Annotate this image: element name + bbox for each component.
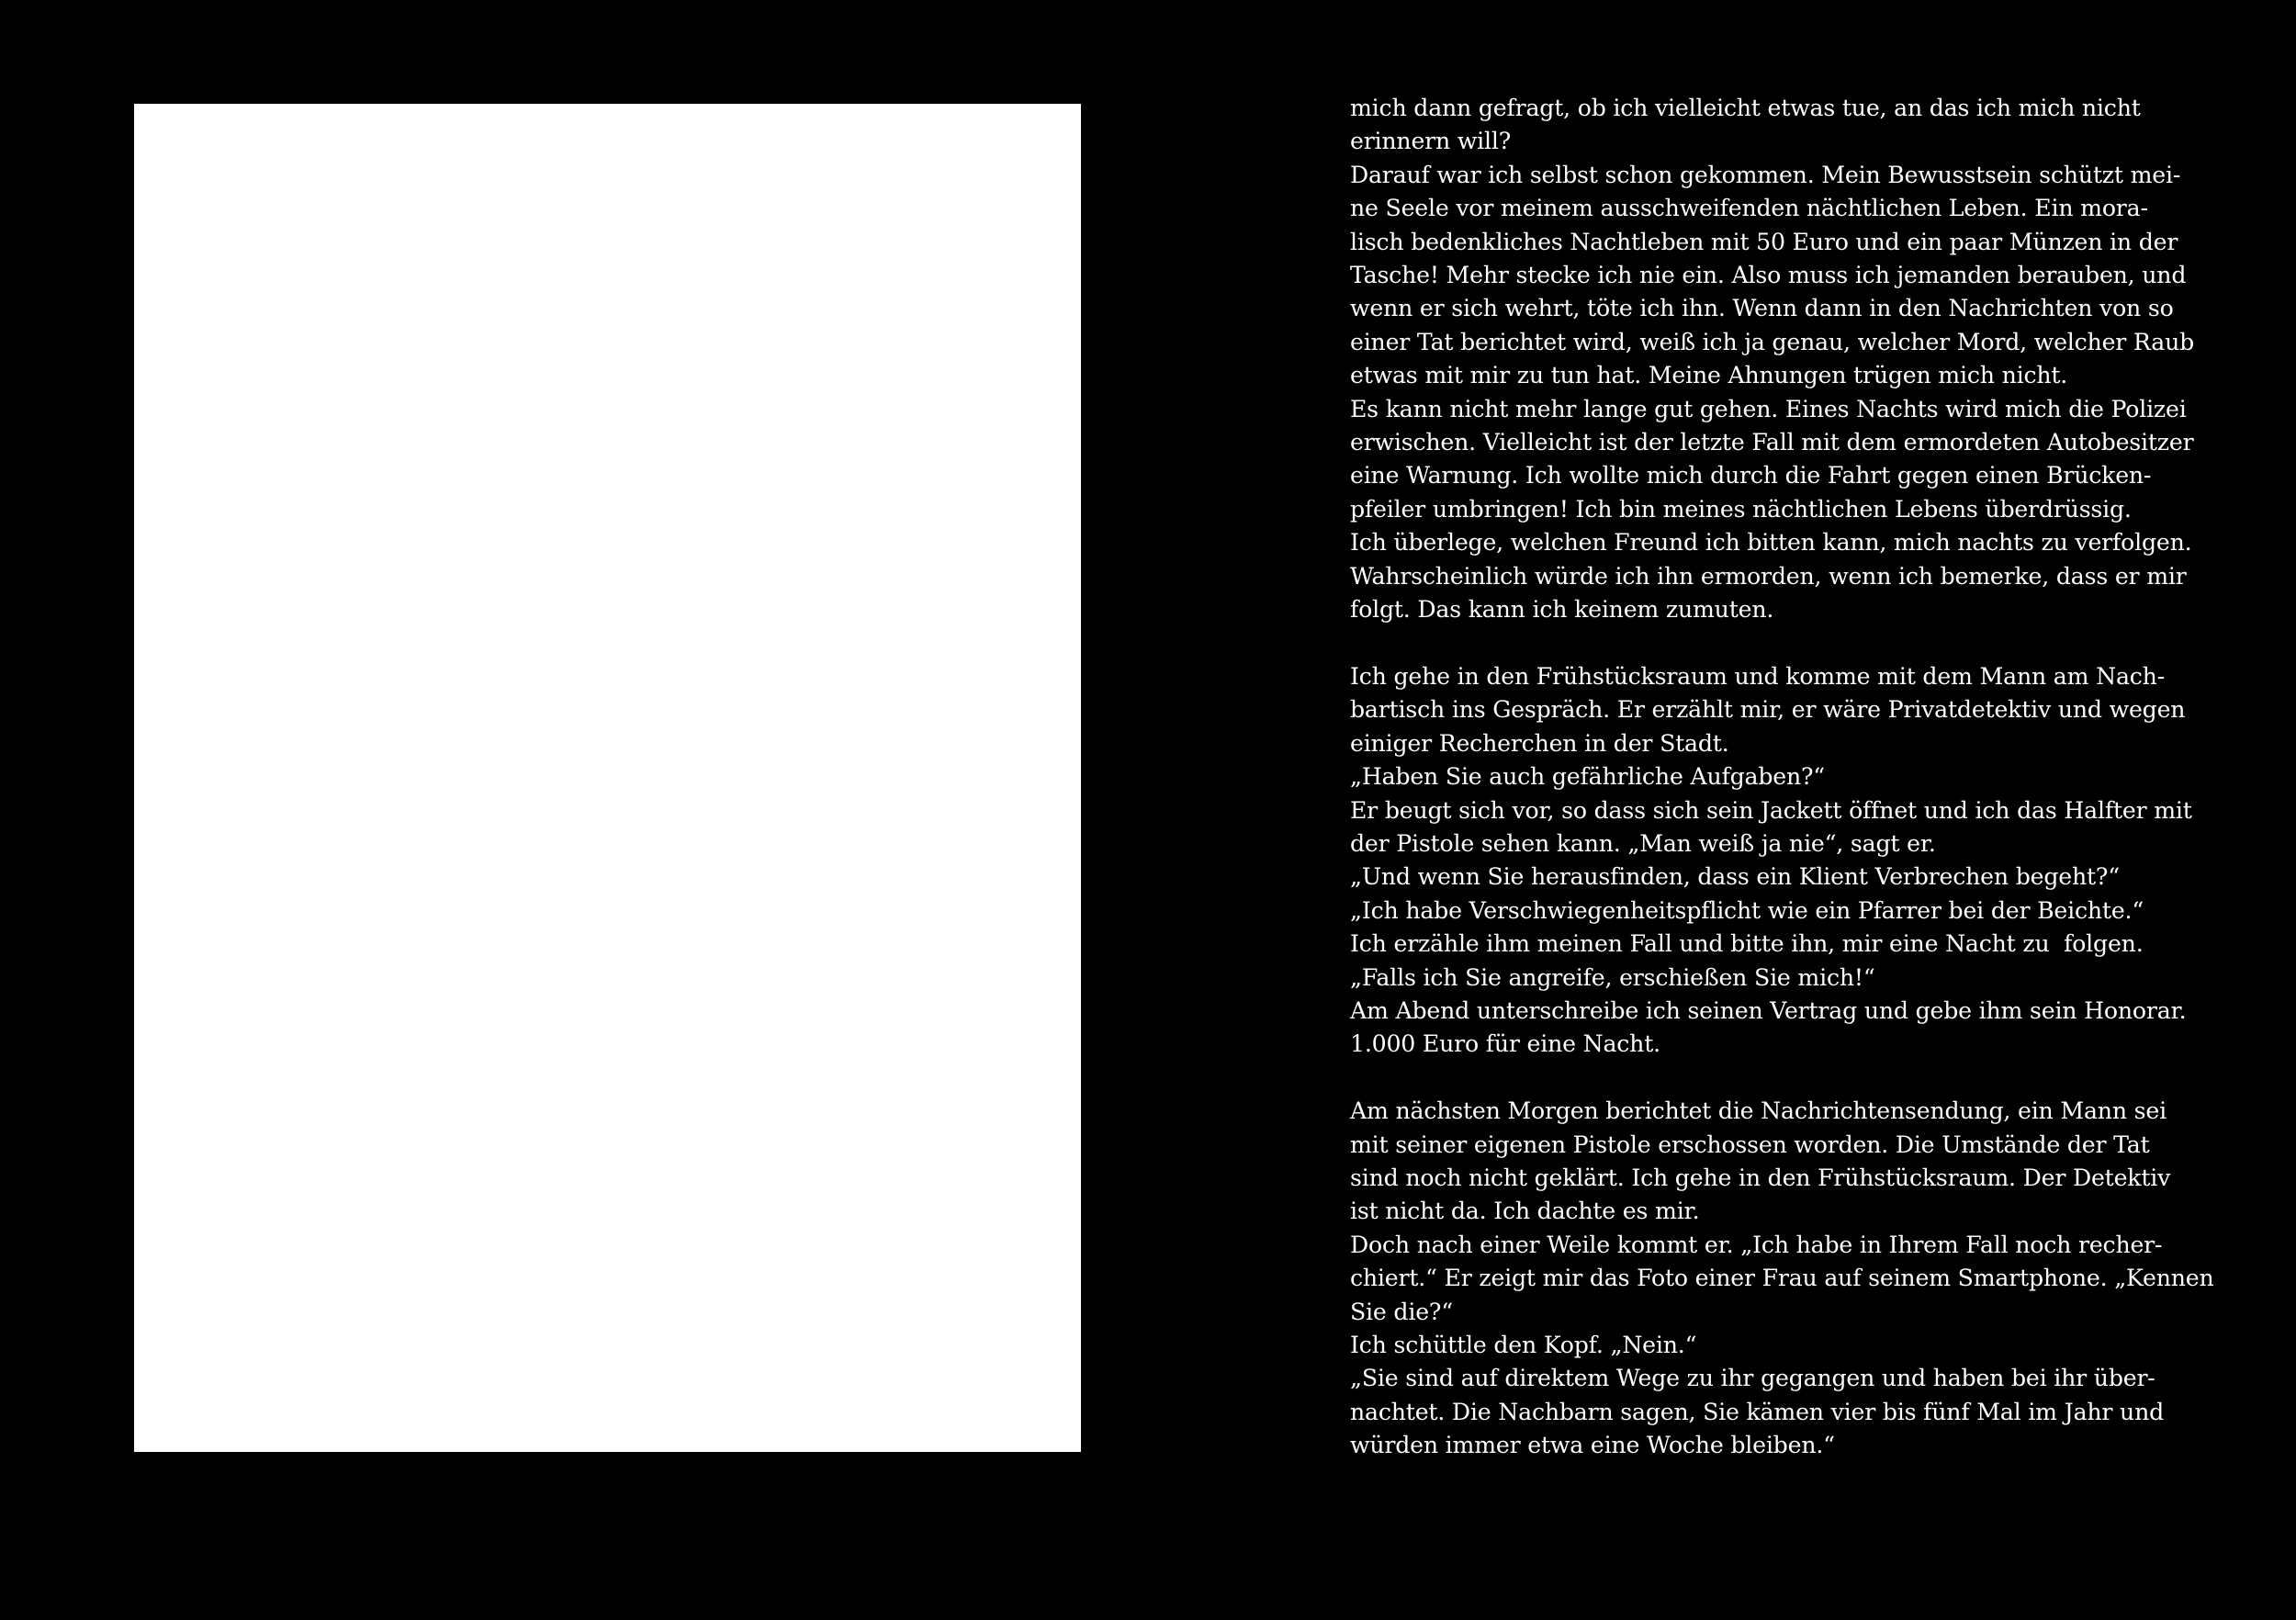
text-line: Tasche! Mehr stecke ich nie ein. Also muss ich jemanden berauben, und bbox=[1350, 262, 2187, 289]
text-line: sind noch nicht geklärt. Ich gehe in den Frühstücksraum. Der Detektiv bbox=[1350, 1164, 2171, 1191]
text-line: Ich gehe in den Frühstücksraum und komme mit dem Mann am Nach- bbox=[1350, 662, 2166, 690]
text-line: nachtet. Die Nachbarn sagen, Sie kämen vier bis fünf Mal im Jahr und bbox=[1350, 1398, 2165, 1425]
text-line: „Ich habe Verschwiegenheitspflicht wie ein Pfarrer bei der Beichte.“ bbox=[1350, 896, 2144, 924]
paragraph bbox=[1350, 1095, 2214, 1462]
text-line: lisch bedenkliches Nachtleben mit 50 Euro und ein paar Münzen in der bbox=[1350, 228, 2178, 255]
text-line: Am Abend unterschreibe ich seinen Vertrag und gebe ihm sein Honorar. bbox=[1350, 996, 2187, 1024]
text-line: ne Seele vor meinem ausschweifenden nächtlichen Leben. Ein mora- bbox=[1350, 195, 2148, 222]
blank-page-panel bbox=[134, 104, 1081, 1452]
text-line: „Haben Sie auch gefährliche Aufgaben?“ bbox=[1350, 763, 1825, 791]
text-line: Ich erzähle ihm meinen Fall und bitte ihn, mir eine Nacht zu folgen. bbox=[1350, 930, 2144, 958]
paragraph bbox=[1350, 92, 2195, 627]
text-line: mit seiner eigenen Pistole erschossen worden. Die Umstände der Tat bbox=[1350, 1131, 2150, 1158]
text-line: „Und wenn Sie herausfinden, dass ein Klient Verbrechen begeht?“ bbox=[1350, 863, 2120, 891]
text-line: einer Tat berichtet wird, weiß ich ja genau, welcher Mord, welcher Raub bbox=[1350, 328, 2195, 355]
text-line: chiert.“ Er zeigt mir das Foto einer Frau auf seinem Smartphone. „Kennen bbox=[1350, 1265, 2214, 1292]
text-line: Am nächsten Morgen berichtet die Nachrichtensendung, ein Mann sei bbox=[1350, 1097, 2167, 1125]
paragraph bbox=[1350, 660, 2192, 1062]
text-line: Darauf war ich selbst schon gekommen. Mein Bewusstsein schützt mei- bbox=[1350, 161, 2181, 188]
text-line: einiger Recherchen in der Stadt. bbox=[1350, 729, 1729, 757]
text-line: wenn er sich wehrt, töte ich ihn. Wenn dann in den Nachrichten von so bbox=[1350, 295, 2174, 322]
text-line: eine Warnung. Ich wollte mich durch die Fahrt gegen einen Brücken- bbox=[1350, 462, 2152, 489]
text-line: Wahrscheinlich würde ich ihn ermorden, wenn ich bemerke, dass er mir bbox=[1350, 562, 2187, 590]
text-line: „Falls ich Sie angreife, erschießen Sie mich!“ bbox=[1350, 963, 1875, 991]
text-line: Es kann nicht mehr lange gut gehen. Eines Nachts wird mich die Polizei bbox=[1350, 395, 2187, 422]
text-column bbox=[1350, 92, 2214, 1463]
text-line: „Sie sind auf direktem Wege zu ihr gegangen und haben bei ihr über- bbox=[1350, 1365, 2155, 1392]
text-line: ist nicht da. Ich dachte es mir. bbox=[1350, 1198, 1700, 1225]
text-line: mich dann gefragt, ob ich vielleicht etwas tue, an das ich mich nicht bbox=[1350, 95, 2141, 121]
text-line: Ich überlege, welchen Freund ich bitten kann, mich nachts zu verfolgen. bbox=[1350, 529, 2192, 557]
text-line: bartisch ins Gespräch. Er erzählt mir, er wäre Privatdetektiv und wegen bbox=[1350, 696, 2186, 724]
text-line: folgt. Das kann ich keinem zumuten. bbox=[1350, 596, 1774, 624]
text-line: erinnern will? bbox=[1350, 128, 1512, 155]
text-line: erwischen. Vielleicht ist der letzte Fall mit dem ermordeten Autobesitzer bbox=[1350, 429, 2194, 456]
text-line: pfeiler umbringen! Ich bin meines nächtlichen Lebens überdrüssig. bbox=[1350, 495, 2132, 523]
text-line: Ich schüttle den Kopf. „Nein.“ bbox=[1350, 1332, 1697, 1358]
text-line: würden immer etwa eine Woche bleiben.“ bbox=[1350, 1432, 1835, 1459]
text-line: 1.000 Euro für eine Nacht. bbox=[1350, 1030, 1660, 1058]
text-line: Er beugt sich vor, so dass sich sein Jackett öffnet und ich das Halfter mit bbox=[1350, 796, 2192, 824]
text-line: etwas mit mir zu tun hat. Meine Ahnungen trügen mich nicht. bbox=[1350, 362, 2068, 389]
text-line: der Pistole sehen kann. „Man weiß ja nie“, sagt er. bbox=[1350, 829, 1936, 857]
text-line: Sie die?“ bbox=[1350, 1298, 1453, 1325]
text-line: Doch nach einer Weile kommt er. „Ich habe in Ihrem Fall noch recher- bbox=[1350, 1231, 2163, 1258]
